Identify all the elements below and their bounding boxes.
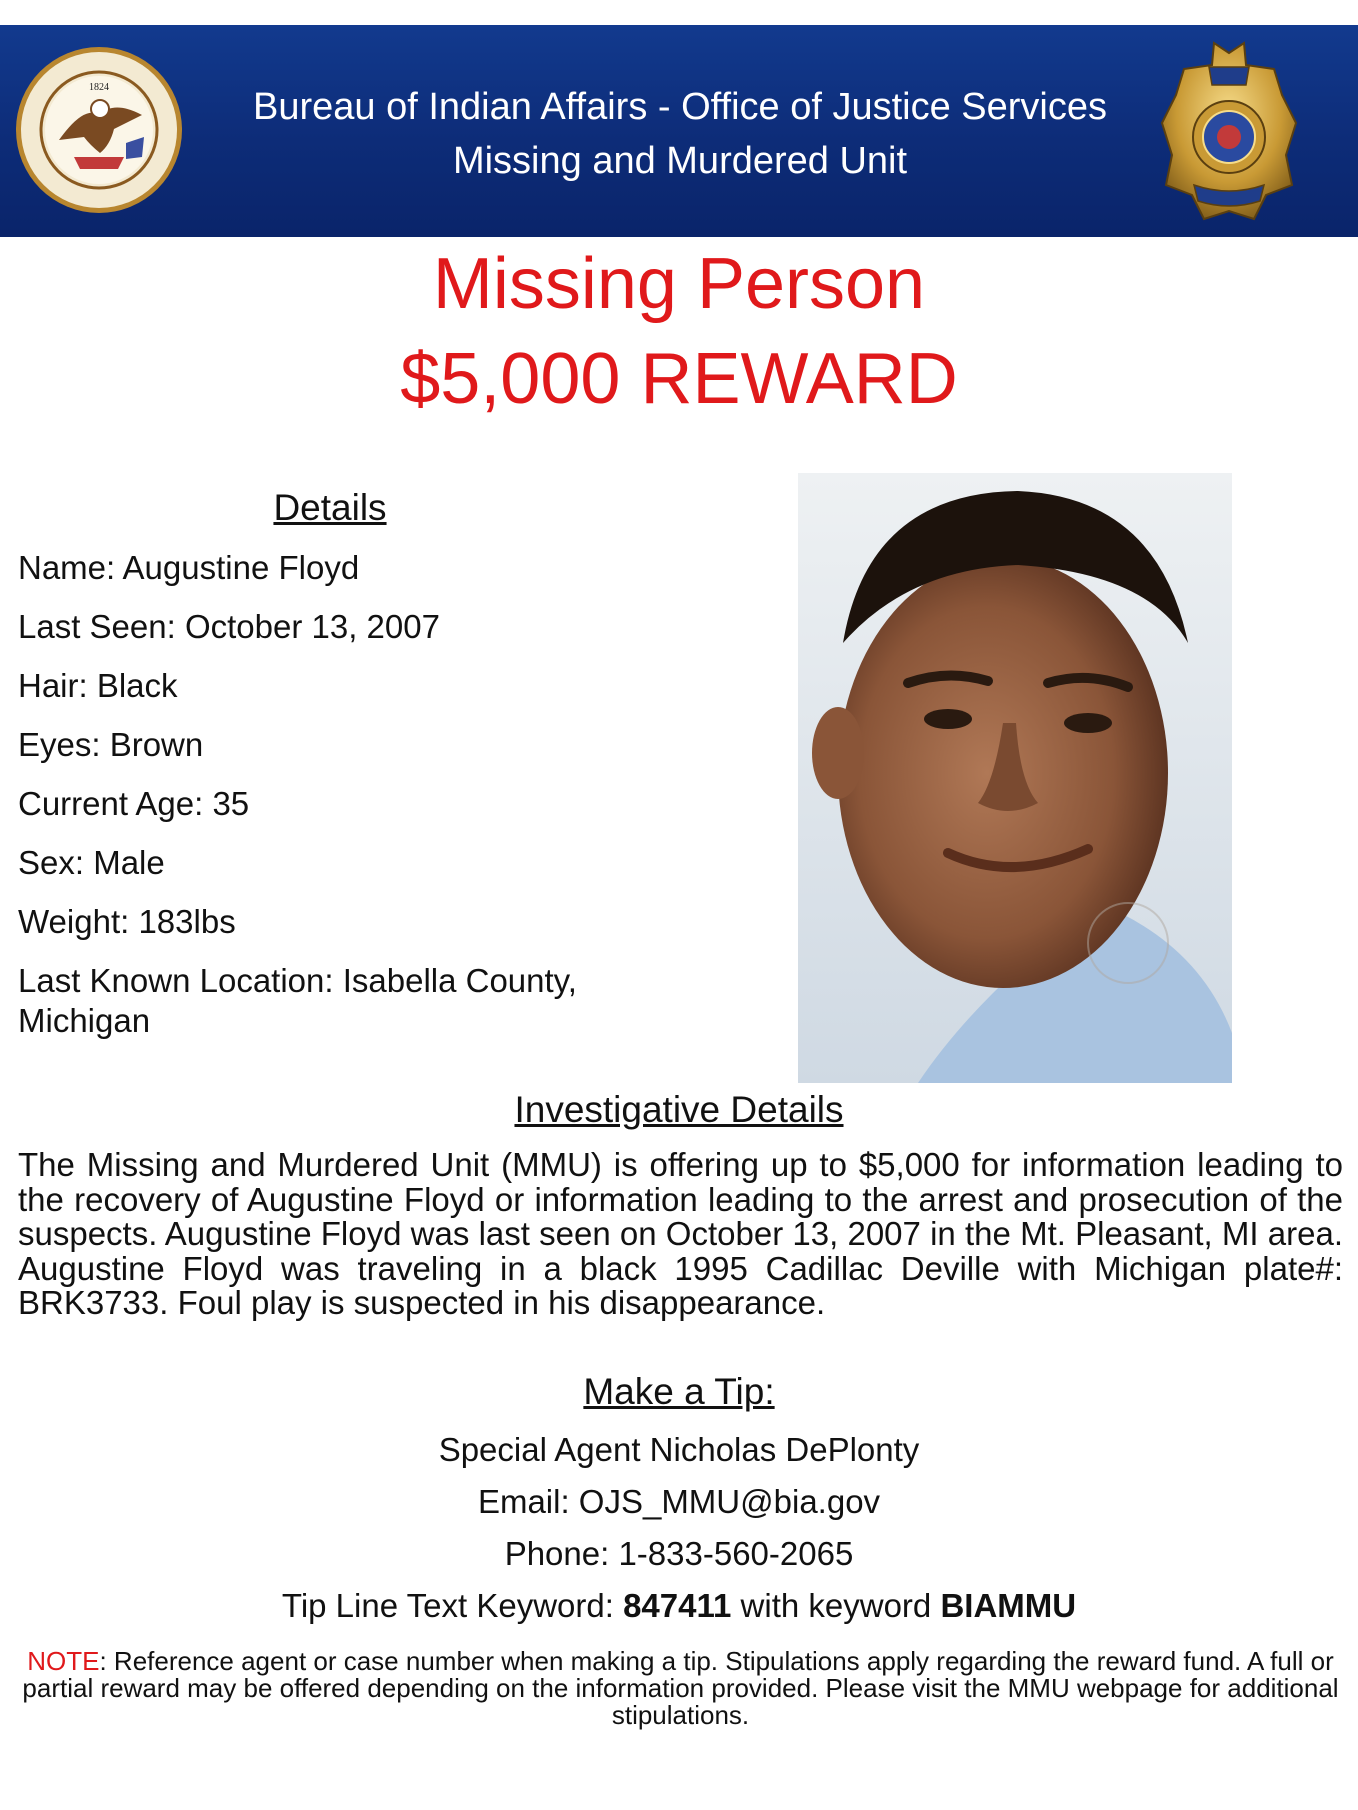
banner-unit-line: Missing and Murdered Unit (452, 140, 908, 182)
tip-heading (0, 1370, 1358, 1414)
tip-text-keyword: BIAMMU (940, 1587, 1077, 1624)
tip-text-prefix: Tip Line Text Keyword: (281, 1587, 624, 1624)
special-agent-badge-icon (1154, 35, 1304, 227)
reward-note (18, 1648, 1343, 1729)
doi-bia-seal-icon (14, 45, 184, 215)
detail-name: Name: Augustine Floyd (18, 549, 360, 586)
reward-amount: $5,000 REWARD (400, 339, 958, 419)
detail-weight: Weight: 183lbs (18, 903, 236, 940)
detail-last-seen: Last Seen: October 13, 2007 (18, 608, 440, 645)
missing-person-photo (798, 473, 1232, 1083)
tip-text-line (0, 1586, 1358, 1626)
tip-agent: Special Agent Nicholas DePlonty (438, 1431, 920, 1468)
detail-sex: Sex: Male (18, 844, 165, 881)
tip-phone: Phone: 1-833-560-2065 (504, 1535, 854, 1572)
investigative-body: The Missing and Murdered Unit (MMU) is offering up to $5,000 for information leading to the recovery of Augustine Floyd or information leading to the arrest and prosecution of the suspects. Augustine Floyd was last seen on October 13, 2007 in the Mt. Pleasant, MI area. Augustine Floyd was traveling in a black 1995 Cadillac Deville with Michigan plate#: BRK3733. Foul play is suspected in his disappearance. (18, 1146, 1343, 1321)
header-banner (0, 25, 1358, 237)
note-label: NOTE (27, 1646, 100, 1676)
tip-heading-text: Make a Tip: (583, 1371, 775, 1412)
note-text: : Reference agent or case number when making a tip. Stipulations apply regarding the reward fund. A full or partial reward may be offered depending on the information provided. Please visit the MMU webpage for additional stipulations. (22, 1646, 1339, 1730)
banner-agency-line: Bureau of Indian Affairs - Office of Justice Services (252, 86, 1108, 128)
tip-email: Email: OJS_MMU@bia.gov (477, 1483, 881, 1520)
investigative-heading (0, 1088, 1358, 1132)
details-heading: Details (273, 487, 387, 528)
svg-text:1824: 1824 (89, 82, 109, 93)
detail-hair: Hair: Black (18, 667, 178, 704)
tip-text-number: 847411 (623, 1587, 732, 1624)
investigative-heading-text: Investigative Details (514, 1089, 844, 1130)
page-title: Missing Person (432, 244, 926, 324)
tip-text-middle: with keyword (731, 1587, 941, 1624)
detail-current-age: Current Age: 35 (18, 785, 250, 822)
detail-location: Last Known Location: Isabella County, Michigan (18, 962, 577, 1039)
detail-eyes: Eyes: Brown (18, 726, 204, 763)
